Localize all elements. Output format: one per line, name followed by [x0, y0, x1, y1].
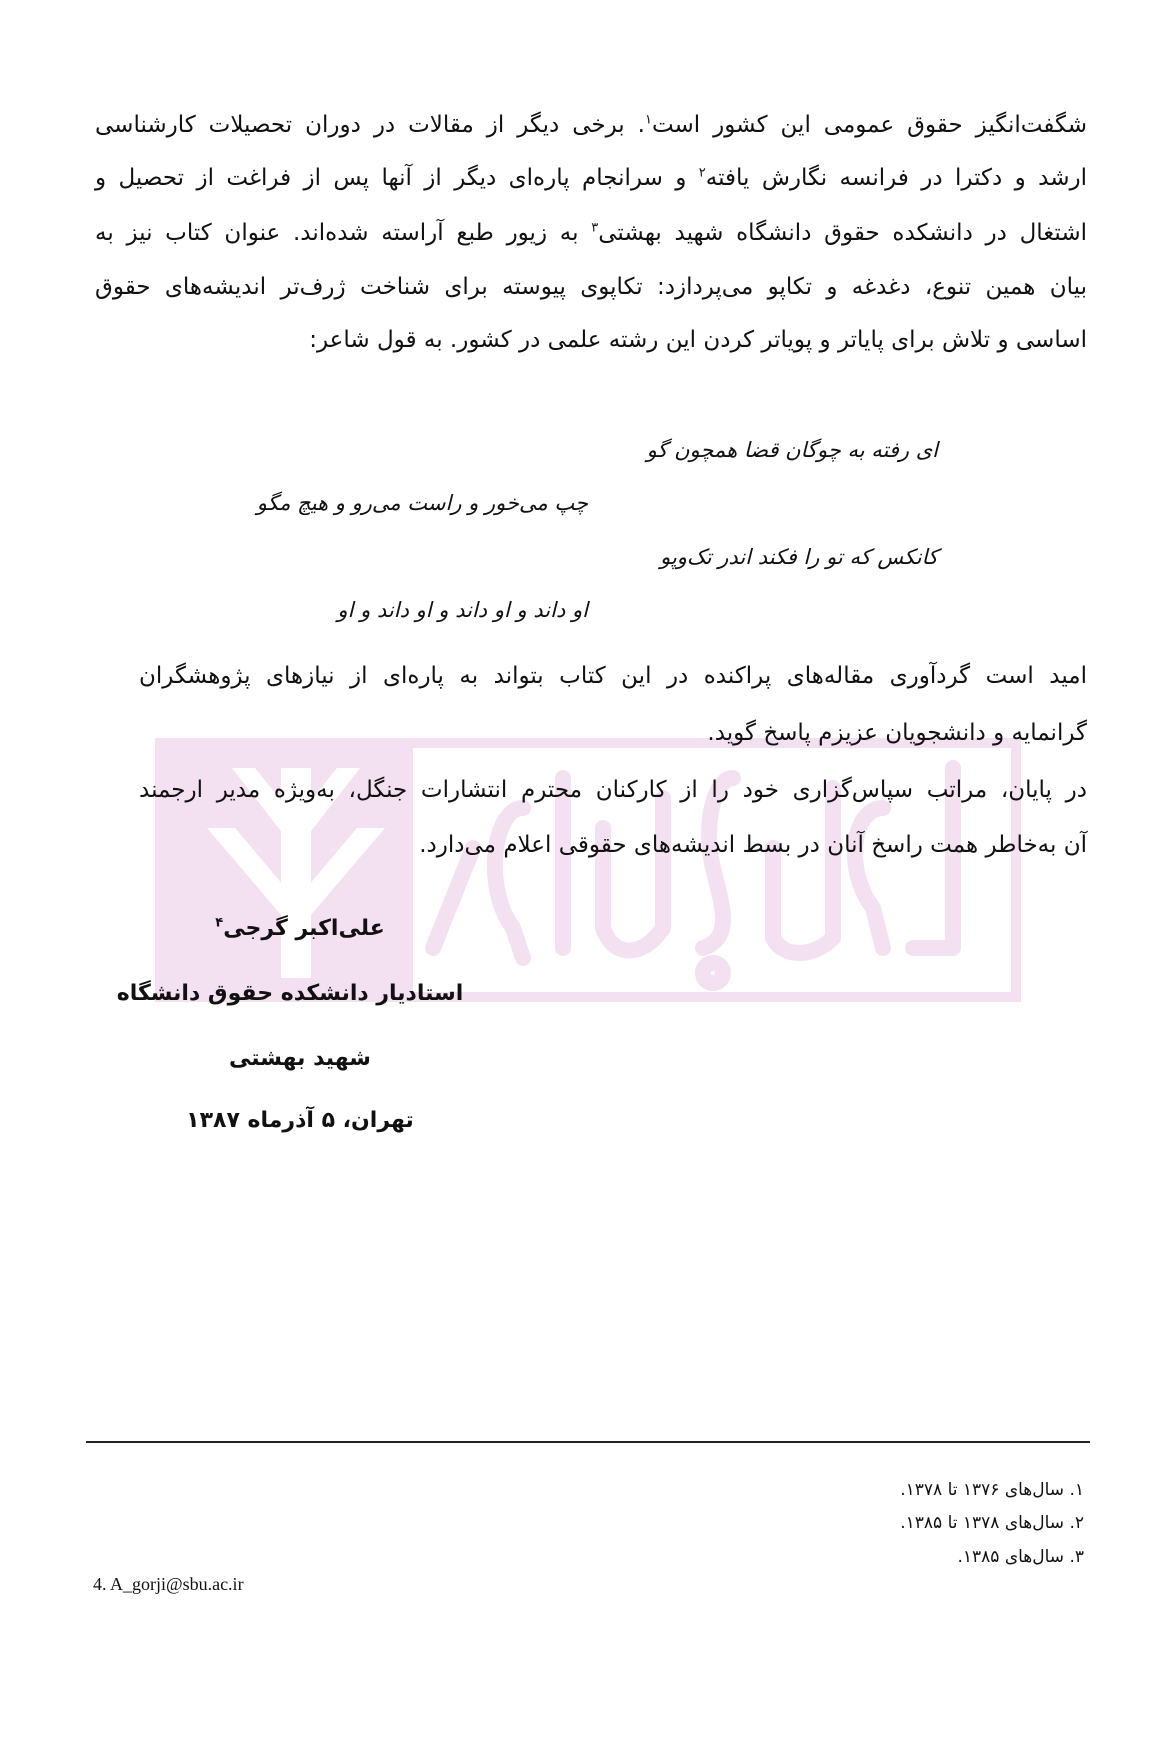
footnote-3: ۳. سال‌های ۱۳۸۵.: [957, 1547, 1084, 1567]
footnote-ref-4[interactable]: ۴: [215, 915, 224, 931]
text-run: به زیور طبع آراسته شده‌اند. عنوان کتاب نیز به: [95, 220, 592, 246]
text-run: . برخی دیگر از مقالات در دوران تحصیلات کارشناسی: [95, 112, 645, 138]
poem-verse-2-first: کانکس که تو را فکند اندر تک‌وپو: [660, 545, 938, 569]
author-name: [180, 914, 420, 944]
footnote-ref-3[interactable]: ۳: [591, 220, 599, 236]
text-run: ارشد و دکترا در فرانسه نگارش یافته: [705, 165, 1087, 191]
poem-verse-1-first: ای رفته به چوگان قضا همچون گو: [646, 438, 938, 462]
paragraph-line: گرانمایه و دانشجویان عزیزم پاسخ گوید.: [707, 720, 1087, 746]
poem-verse-2-second: او داند و او داند و او داند و او: [337, 598, 588, 622]
author-title: استادیار دانشکده حقوق دانشگاه: [116, 981, 464, 1006]
footnote-divider: [86, 1441, 1090, 1443]
text-run: شگفت‌انگیز حقوق عمومی این کشور است: [651, 112, 1087, 138]
paragraph-line: [95, 110, 1087, 140]
paragraph-line: آن به‌خاطر همت راسخ آنان در بسط اندیشه‌های حقوقی اعلام می‌دارد.: [419, 832, 1087, 858]
text-run: و سرانجام پاره‌ای دیگر از آنها پس از فراغت از تحصیل و: [95, 165, 699, 191]
text-run: اشتغال در دانشکده حقوق دانشگاه شهید بهشتی: [598, 220, 1087, 246]
author-affiliation: شهید بهشتی: [229, 1046, 371, 1071]
paragraph-line: در پایان، مراتب سپاس‌گزاری خود را از کارکنان محترم انتشارات جنگل، به‌ویژه مدیر ارجمند: [139, 777, 1087, 803]
footnote-1: ۱. سال‌های ۱۳۷۶ تا ۱۳۷۸.: [900, 1480, 1084, 1500]
poem-verse-1-second: چپ می‌خور و راست می‌رو و هیچ مگو: [256, 491, 588, 515]
footnote-4-email[interactable]: 4. A_gorji@sbu.ac.ir: [93, 1574, 244, 1594]
paragraph-line: بیان همین تنوع، دغدغه و تکاپو می‌پردازد: تکاپوی پیوسته برای شناخت ژرف‌تر اندیشه‌های حقوق: [95, 274, 1087, 300]
footnote-2: ۲. سال‌های ۱۳۷۸ تا ۱۳۸۵.: [900, 1513, 1084, 1533]
paragraph-line: اساسی و تلاش برای پایاتر و پویاتر کردن این رشته علمی در کشور. به قول شاعر:: [309, 327, 1087, 353]
paragraph-line: [95, 218, 1087, 248]
author-name-text: علی‌اکبر گرجی: [223, 916, 385, 941]
footnote-ref-1[interactable]: ۱: [644, 112, 652, 128]
footnote-ref-2[interactable]: ۲: [698, 165, 706, 181]
place-date: تهران، ۵ آذرماه ۱۳۸۷: [186, 1108, 414, 1133]
paragraph-line: [95, 163, 1087, 193]
paragraph-line: امید است گردآوری مقاله‌های پراکنده در این کتاب بتواند به پاره‌ای از نیازهای پژوهشگران: [139, 663, 1087, 689]
